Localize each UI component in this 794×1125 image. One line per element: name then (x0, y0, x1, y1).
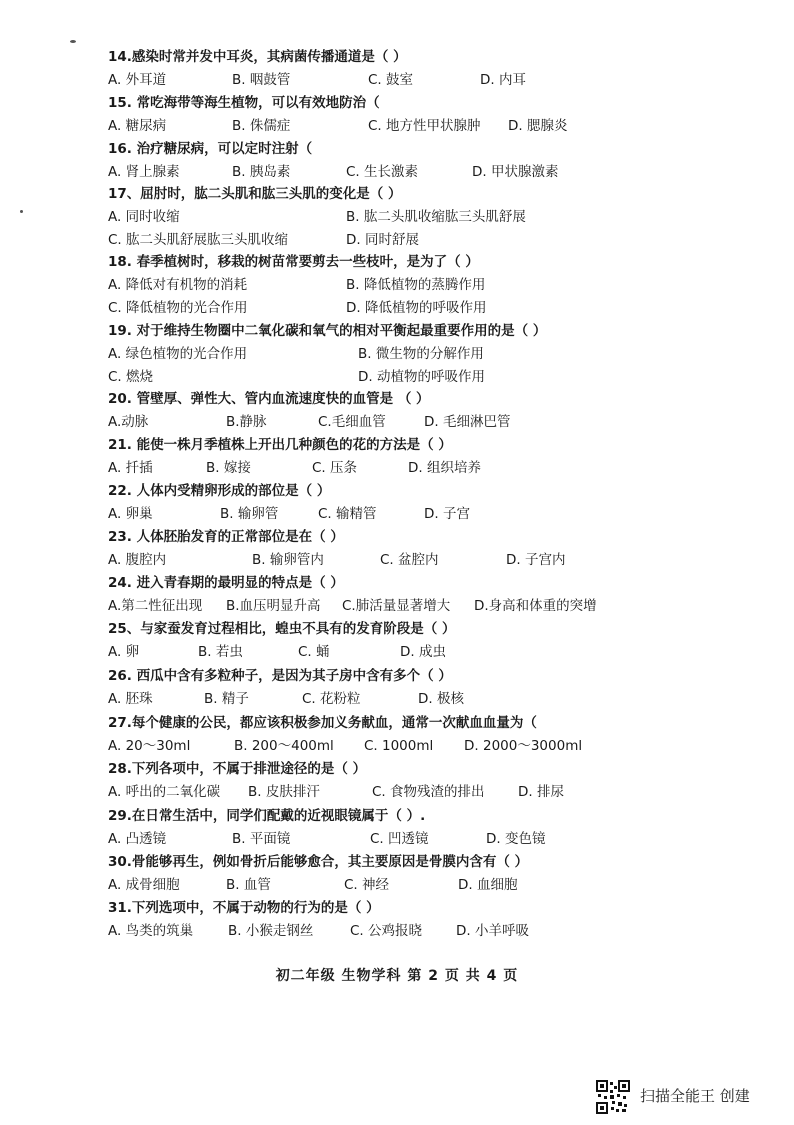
option-b: B. 平面镜 (232, 831, 291, 847)
option-b: B. 肱二头肌收缩肱三头肌舒展 (346, 209, 526, 225)
options-26 (108, 690, 708, 708)
page-footer: 初二年级 生物学科 第 2 页 共 4 页 (275, 968, 519, 984)
question-27: 27.每个健康的公民，都应该积极参加义务献血，通常一次献血血量为（ (108, 715, 537, 731)
question-18: 18. 春季植树时，移栽的树苗常要剪去一些枝叶，是为了（ ） (108, 254, 479, 270)
option-c: C. 降低植物的光合作用 (108, 300, 248, 316)
option-b: B. 微生物的分解作用 (358, 346, 484, 362)
option-b: B. 咽鼓管 (232, 72, 291, 88)
question-31: 31.下列选项中，不属于动物的行为的是（ ） (108, 900, 380, 916)
question-30: 30.骨能够再生，例如骨折后能够愈合，其主要原因是骨膜内含有（ ） (108, 854, 529, 870)
option-b: B.血压明显升高 (226, 598, 321, 614)
options-25 (108, 643, 708, 661)
options-20 (108, 413, 708, 431)
option-b: B.静脉 (226, 414, 267, 430)
option-a: A. 降低对有机物的消耗 (108, 277, 248, 293)
option-a: A.第二性征出现 (108, 598, 203, 614)
option-c: C. 1000ml (364, 738, 434, 754)
option-b: B. 血管 (226, 877, 271, 893)
option-d: D. 子宫内 (506, 552, 566, 568)
question-22: 22. 人体内受精卵形成的部位是（ ） (108, 483, 331, 499)
option-a: A. 卵 (108, 644, 140, 660)
option-b: B. 降低植物的蒸腾作用 (346, 277, 486, 293)
option-d: D. 血细胞 (458, 877, 518, 893)
options-19b (108, 368, 708, 386)
option-d: D. 小羊呼吸 (456, 923, 529, 939)
option-a: A. 凸透镜 (108, 831, 167, 847)
option-d: D. 内耳 (480, 72, 526, 88)
option-b: B. 小猴走钢丝 (228, 923, 314, 939)
option-a: A. 20～30ml (108, 738, 191, 754)
scan-speckle (70, 40, 76, 43)
option-c: C. 地方性甲状腺肿 (368, 118, 481, 134)
option-b: B. 皮肤排汗 (248, 784, 320, 800)
option-d: D. 降低植物的呼吸作用 (346, 300, 487, 316)
option-d: D. 成虫 (400, 644, 446, 660)
options-21 (108, 459, 708, 477)
options-19a (108, 345, 708, 363)
option-b: B. 输卵管 (220, 506, 279, 522)
option-d: D. 毛细淋巴管 (424, 414, 511, 430)
options-17a (108, 208, 708, 226)
option-d: D. 同时舒展 (346, 232, 419, 248)
question-19: 19. 对于维持生物圈中二氧化碳和氧气的相对平衡起最重要作用的是（ ） (108, 323, 547, 339)
options-24 (108, 597, 708, 615)
question-16: 16. 治疗糖尿病，可以定时注射（ (108, 141, 313, 157)
option-a: A. 鸟类的筑巢 (108, 923, 194, 939)
question-15: 15. 常吃海带等海生植物，可以有效地防治（ (108, 95, 380, 111)
option-d: D. 甲状腺激素 (472, 164, 559, 180)
option-c: C. 神经 (344, 877, 390, 893)
option-c: C. 花粉粒 (302, 691, 361, 707)
option-c: C. 鼓室 (368, 72, 414, 88)
options-17b (108, 231, 708, 249)
question-21: 21. 能使一株月季植株上开出几种颜色的花的方法是（ ） (108, 437, 452, 453)
options-23 (108, 551, 708, 569)
options-14 (108, 71, 708, 89)
options-28 (108, 783, 708, 801)
option-c: C. 食物残渣的排出 (372, 784, 485, 800)
option-d: D. 变色镜 (486, 831, 546, 847)
question-26: 26. 西瓜中含有多粒种子，是因为其子房中含有多个（ ） (108, 668, 452, 684)
options-22 (108, 505, 708, 523)
option-b: B. 200～400ml (234, 738, 334, 754)
options-18b (108, 299, 708, 317)
option-b: B. 输卵管内 (252, 552, 324, 568)
question-29: 29.在日常生活中，同学们配戴的近视眼镜属于（ ）. (108, 808, 426, 824)
option-b: B. 胰岛素 (232, 164, 291, 180)
option-c: C. 肱二头肌舒展肱三头肌收缩 (108, 232, 289, 248)
option-b: B. 侏儒症 (232, 118, 291, 134)
question-17: 17、屈肘时，肱二头肌和肱三头肌的变化是（ ） (108, 186, 402, 202)
option-d: D. 动植物的呼吸作用 (358, 369, 485, 385)
option-a: A. 成骨细胞 (108, 877, 180, 893)
scan-speckle (20, 210, 23, 213)
option-a: A. 胚珠 (108, 691, 153, 707)
option-a: A. 扦插 (108, 460, 153, 476)
option-a: A. 肾上腺素 (108, 164, 180, 180)
option-a: A. 外耳道 (108, 72, 167, 88)
option-d: D. 组织培养 (408, 460, 481, 476)
options-29 (108, 830, 708, 848)
question-25: 25、与家蚕发育过程相比，蝗虫不具有的发育阶段是（ ） (108, 621, 456, 637)
option-d: D. 子宫 (424, 506, 470, 522)
question-20: 20. 管壁厚、弹性大、管内血流速度快的血管是 （ ） (108, 391, 430, 407)
options-27 (108, 737, 708, 755)
option-d: D.身高和体重的突增 (474, 598, 597, 614)
option-d: D. 2000～3000ml (464, 738, 583, 754)
qr-code-icon (596, 1080, 630, 1114)
option-b: B. 精子 (204, 691, 249, 707)
option-c: C. 盆腔内 (380, 552, 439, 568)
option-d: D. 排尿 (518, 784, 564, 800)
options-31 (108, 922, 708, 940)
option-b: B. 若虫 (198, 644, 243, 660)
question-28: 28.下列各项中，不属于排泄途径的是（ ） (108, 761, 367, 777)
option-a: A.动脉 (108, 414, 149, 430)
option-d: D. 腮腺炎 (508, 118, 568, 134)
option-c: C. 凹透镜 (370, 831, 429, 847)
option-b: B. 嫁接 (206, 460, 251, 476)
option-a: A. 卵巢 (108, 506, 153, 522)
option-a: A. 腹腔内 (108, 552, 167, 568)
option-a: A. 同时收缩 (108, 209, 180, 225)
question-24: 24. 进入青春期的最明显的特点是（ ） (108, 575, 344, 591)
option-d: D. 极核 (418, 691, 464, 707)
option-a: A. 糖尿病 (108, 118, 167, 134)
options-15 (108, 117, 708, 135)
option-c: C. 公鸡报晓 (350, 923, 423, 939)
option-c: C. 燃烧 (108, 369, 154, 385)
options-18a (108, 276, 708, 294)
option-c: C. 压条 (312, 460, 358, 476)
question-23: 23. 人体胚胎发育的正常部位是在（ ） (108, 529, 344, 545)
option-c: C. 蛹 (298, 644, 330, 660)
option-c: C. 生长激素 (346, 164, 419, 180)
scanner-watermark: 扫描全能王 创建 (640, 1087, 750, 1105)
question-14: 14.感染时常并发中耳炎，其病菌传播通道是（ ） (108, 49, 407, 65)
option-a: A. 呼出的二氧化碳 (108, 784, 221, 800)
option-a: A. 绿色植物的光合作用 (108, 346, 248, 362)
options-30 (108, 876, 708, 894)
option-c: C.毛细血管 (318, 414, 386, 430)
options-16 (108, 163, 708, 181)
option-c: C. 输精管 (318, 506, 377, 522)
option-c: C.肺活量显著增大 (342, 598, 451, 614)
